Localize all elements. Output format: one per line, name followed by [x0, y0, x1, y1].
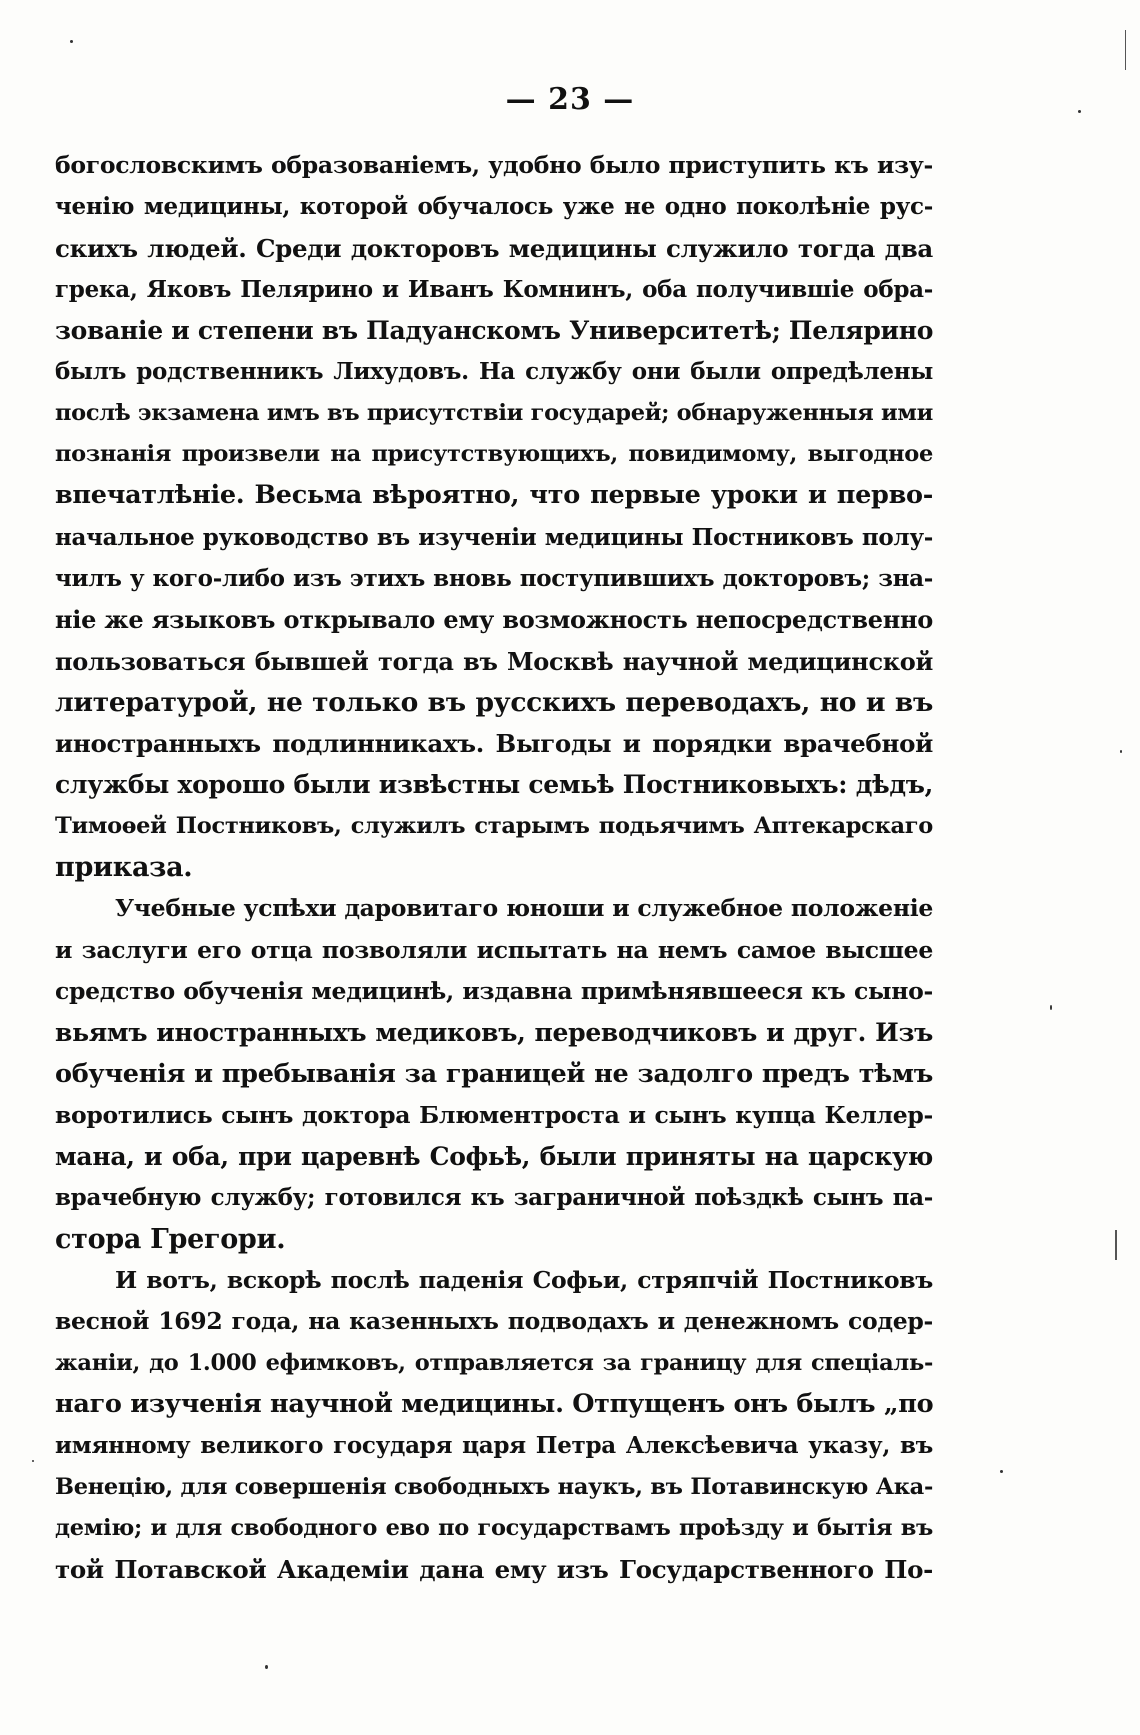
text-line: богословскимъ образованіемъ, удобно было приступить къ изу-: [55, 151, 933, 179]
text-line: врачебную службу; готовился къ заграничной поѣздкѣ сынъ па-: [55, 1184, 933, 1212]
text-line: зованіе и степени въ Падуанскомъ Университетѣ; Пелярино: [55, 316, 934, 346]
scan-edge-mark: [1125, 30, 1126, 70]
text-line: службы хорошо были извѣстны семьѣ Постниковыхъ: дѣдъ,: [55, 770, 933, 800]
text-line: И вотъ, вскорѣ послѣ паденія Софьи, стряпчій Постниковъ: [115, 1266, 933, 1295]
text-line: литературой, не только въ русскихъ переводахъ, но и въ: [55, 686, 933, 718]
text-line: иностранныхъ подлинникахъ. Выгоды и порядки врачебной: [55, 729, 933, 759]
text-line: той Потавской Академіи дана ему изъ Государственного По-: [55, 1555, 933, 1585]
scan-speck: [1120, 750, 1122, 753]
text-line: воротились сынъ доктора Блюментроста и сынъ купца Келлер-: [55, 1100, 933, 1129]
text-line: чилъ у кого-либо изъ этихъ вновь поступившихъ докторовъ; зна-: [55, 564, 933, 592]
text-line: ніе же языковъ открывало ему возможность непосредственно: [55, 605, 933, 635]
text-line: средство обученія медицинѣ, издавна примѣнявшееся къ сыно-: [55, 976, 933, 1005]
text-line: вьямъ иностранныхъ медиковъ, переводчиковъ и друг. Изъ: [55, 1018, 933, 1048]
text-line: грека, Яковъ Пелярино и Иванъ Комнинъ, оба получившіе обра-: [55, 275, 933, 303]
scan-edge-mark: [1115, 1230, 1117, 1260]
text-line: весной 1692 года, на казенныхъ подводахъ и денежномъ содер-: [55, 1307, 933, 1336]
scan-speck: [32, 1460, 34, 1462]
text-line: впечатлѣніе. Весьма вѣроятно, что первые уроки и перво-: [55, 480, 933, 511]
text-line: начальное руководство въ изученіи медицины Постниковъ полу-: [55, 523, 933, 551]
text-line: Венецію, для совершенія свободныхъ наукъ, въ Потавинскую Ака-: [55, 1473, 933, 1500]
page-number: — 23 —: [505, 82, 635, 117]
text-line: обученія и пребыванія за границей не задолго предъ тѣмъ: [55, 1058, 933, 1089]
text-line: познанія произвели на присутствующихъ, повидимому, выгодное: [55, 441, 933, 468]
scan-speck: [265, 1665, 268, 1669]
scan-speck: [1050, 1005, 1052, 1010]
text-line: имянному великого государя царя Петра Алексѣевича указу, въ: [55, 1432, 933, 1460]
text-line: Учебные успѣхи даровитаго юноши и служебное положеніе: [115, 894, 933, 923]
scan-speck: [1078, 110, 1081, 113]
text-line: наго изученія научной медицины. Отпущенъ онъ былъ „по: [55, 1388, 934, 1419]
text-line: мана, и оба, при царевнѣ Софьѣ, были приняты на царскую: [55, 1142, 933, 1172]
text-line: скихъ людей. Среди докторовъ медицины служило тогда два: [55, 233, 933, 263]
text-line: Тимоѳей Постниковъ, служилъ старымъ подьячимъ Аптекарскаго: [55, 812, 933, 839]
text-line: пользоваться бывшей тогда въ Москвѣ научной медицинской: [55, 646, 933, 676]
text-line: приказа.: [55, 852, 193, 884]
text-line: послѣ экзамена имъ въ присутствіи государей; обнаруженныя ими: [55, 399, 933, 426]
body-text: [55, 145, 933, 1590]
text-line: жаніи, до 1.000 ефимковъ, отправляется за границу для спеціаль-: [55, 1349, 933, 1376]
text-line: и заслуги его отца позволяли испытать на немъ самое высшее: [55, 935, 933, 964]
text-line: былъ родственникъ Лихудовъ. На службу они были опредѣлены: [55, 358, 933, 386]
text-line: ченію медицины, которой обучалось уже не одно поколѣніе рус-: [55, 193, 933, 221]
text-line: демію; и для свободного ево по государствамъ проѣзду и бытія въ: [55, 1514, 933, 1541]
scan-speck: [70, 40, 73, 43]
text-line: стора Грегори.: [55, 1223, 286, 1255]
scan-speck: [1000, 1470, 1003, 1473]
